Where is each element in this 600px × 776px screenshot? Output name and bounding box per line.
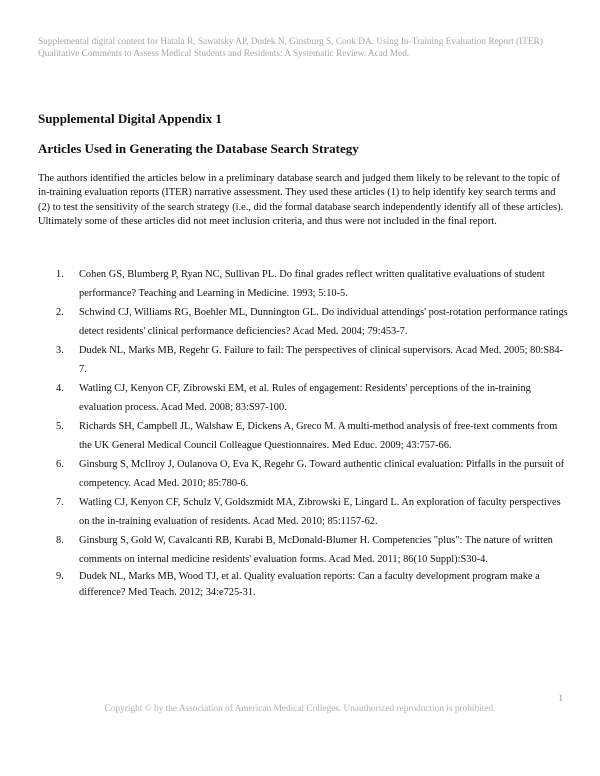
reference-number: 4. [56,383,64,394]
reference-text: Schwind CJ, Williams RG, Boehler ML, Dunnington GL. Do individual attendings' post-rotation performance ratings detect residents' clinical performance deficiencies? Acad Med. 2004; 79:453-7. [79,307,568,337]
reference-text: Dudek NL, Marks MB, Regehr G. Failure to fail: The perspectives of clinical supervisors. Acad Med. 2005; 80:S84-7. [79,345,564,375]
reference-text: Richards SH, Campbell JL, Walshaw E, Dickens A, Greco M. A multi-method analysis of free-text comments from the UK General Medical Council Colleague Questionnaires. Med Educ. 2009; 43:757-66. [79,421,558,451]
reference-text: Watling CJ, Kenyon CF, Schulz V, Goldszmidt MA, Zibrowski E, Lingard L. An exploration of faculty perspectives on the in-training evaluation of residents. Acad Med. 2010; 85:1157-62. [79,497,561,527]
reference-item [38,569,568,602]
reference-number: 6. [56,459,64,470]
reference-item [38,341,568,379]
reference-item [38,265,568,303]
reference-number: 8. [56,535,64,546]
reference-text: Dudek NL, Marks MB, Wood TJ, et al. Quality evaluation reports: Can a faculty development program make a difference? Med Teach. 2012; 34:e725-31. [79,571,540,599]
reference-item [38,417,568,455]
reference-number: 7. [56,497,64,508]
reference-number: 9. [56,571,64,582]
copyright-footer: Copyright © by the Association of American Medical Colleges. Unauthorized reproduction is prohibited. [104,704,496,714]
reference-item [38,303,568,341]
reference-number: 3. [56,345,64,356]
reference-list [38,265,568,602]
reference-item [38,531,568,569]
intro-paragraph: The authors identified the articles below in a preliminary database search and judged them likely to be relevant to the topic of in-training evaluation reports (ITER) narrative assessment. They used these articles (1) to help identify key search terms and (2) to test the sensitivity of the search strategy (i.e., did the formal database search independently identify all of these articles). Ultimately some of these articles did not meet inclusion criteria, and thus were not included in the final report. [38,173,564,227]
reference-number: 2. [56,307,64,318]
reference-item [38,493,568,531]
running-header: Supplemental digital content for Hatala R, Sawatsky AP, Dudek N, Ginsburg S, Cook DA. Using In-Training Evaluation Report (ITER) Qualitative Comments to Assess Medical Students and Residents: A Systematic Review. Acad Med. [38,37,543,59]
reference-item [38,455,568,493]
reference-item [38,379,568,417]
page-title: Supplemental Digital Appendix 1 [38,111,222,126]
reference-number: 1. [56,269,64,280]
reference-text: Cohen GS, Blumberg P, Ryan NC, Sullivan PL. Do final grades reflect written qualitative evaluations of student performance? Teaching and Learning in Medicine. 1993; 5:10-5. [79,269,545,299]
reference-text: Ginsburg S, Gold W, Cavalcanti RB, Kurabi B, McDonald-Blumer H. Competencies "plus": The nature of written comments on internal medicine residents' evaluation forms. Acad Med. 2011; 86(10 Suppl):S30-4. [79,535,553,565]
reference-number: 5. [56,421,64,432]
reference-text: Ginsburg S, McIlroy J, Oulanova O, Eva K, Regehr G. Toward authentic clinical evaluation: Pitfalls in the pursuit of competency. Acad Med. 2010; 85:780-6. [79,459,565,489]
page-number: 1 [558,693,563,703]
section-title: Articles Used in Generating the Database Search Strategy [38,141,359,156]
reference-text: Watling CJ, Kenyon CF, Zibrowski EM, et al. Rules of engagement: Residents' perceptions of the in-training evaluation process. Acad Med. 2008; 83:S97-100. [79,383,531,413]
